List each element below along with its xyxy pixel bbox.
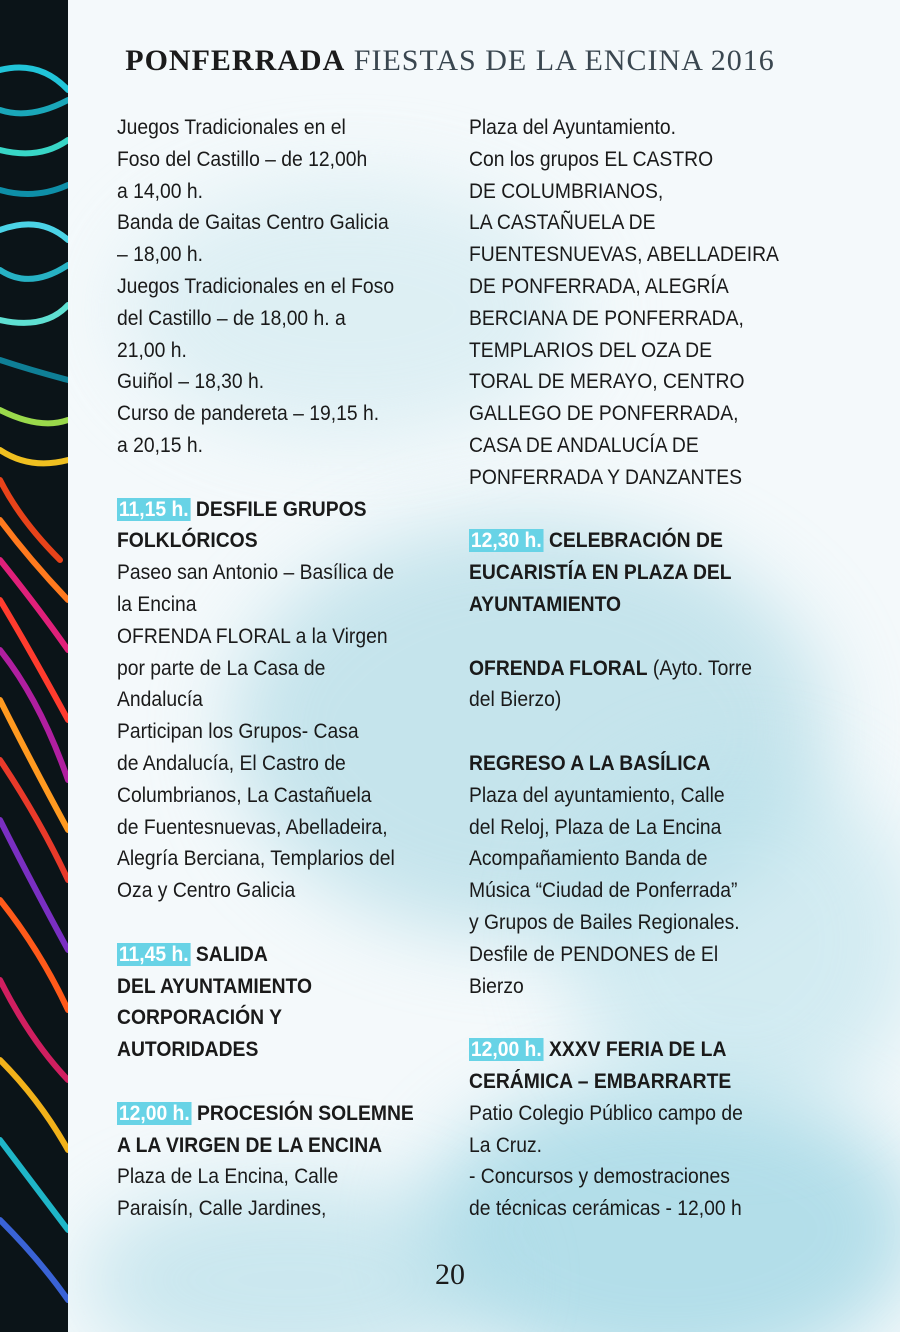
text-line: Paseo san Antonio – Basílica de	[117, 561, 395, 585]
event-title: PROCESIÓN SOLEMNE	[196, 1101, 414, 1125]
text-line: Participan los Grupos- Casa	[117, 720, 359, 744]
left-column	[117, 112, 434, 1225]
event-title: CELEBRACIÓN DE	[548, 529, 723, 553]
text-line: Curso de pandereta – 19,15 h.	[117, 402, 380, 426]
text-line: Juegos Tradicionales en el Foso	[117, 274, 395, 298]
text-line: Alegría Berciana, Templarios del	[117, 847, 395, 871]
text-line: Guiñol – 18,30 h.	[117, 370, 265, 394]
event-heading	[469, 525, 791, 557]
header-city: PONFERRADA	[125, 44, 346, 77]
text-line: Columbrianos, La Castañuela	[117, 783, 372, 807]
text-line: DE COLUMBRIANOS,	[469, 179, 664, 203]
text-line: - Concursos y demostraciones	[469, 1165, 730, 1189]
text-line: LA CASTAÑUELA DE	[469, 211, 656, 235]
text-line: OFRENDA FLORAL a la Virgen	[117, 624, 388, 648]
right-column	[469, 112, 791, 1225]
text-line: DE PONFERRADA, ALEGRÍA	[469, 274, 729, 298]
event-detail: (Ayto. Torre	[647, 656, 753, 680]
text-line: Patio Colegio Público campo de	[469, 1101, 743, 1125]
text-line: Oza y Centro Galicia	[117, 879, 296, 903]
event-title: DESFILE GRUPOS	[195, 497, 367, 521]
event-title: XXXV FERIA DE LA	[548, 1038, 727, 1062]
text-line: del Castillo – de 18,00 h. a	[117, 306, 346, 330]
text-line: 21,00 h.	[117, 338, 187, 362]
event-title: DEL AYUNTAMIENTO	[117, 974, 313, 998]
text-line: del Reloj, Plaza de La Encina	[469, 815, 722, 839]
text-line: de Andalucía, El Castro de	[117, 751, 346, 775]
event-title: REGRESO A LA BASÍLICA	[469, 751, 711, 775]
text-line: CASA DE ANDALUCÍA DE	[469, 433, 699, 457]
decorative-ribbon-strip	[0, 0, 68, 1332]
event-time: 11,45 h.	[118, 942, 189, 966]
event-time: 11,15 h.	[118, 497, 189, 521]
text-line: Banda de Gaitas Centro Galicia	[117, 211, 389, 235]
event-title: EUCARISTÍA EN PLAZA DEL	[469, 561, 732, 585]
event-title: SALIDA	[195, 942, 268, 966]
event-heading	[469, 653, 791, 685]
text-line: BERCIANA DE PONFERRADA,	[469, 306, 744, 330]
event-time: 12,00 h.	[470, 1038, 542, 1062]
text-line: Bierzo	[469, 974, 524, 998]
text-line: Música “Ciudad de Ponferrada”	[469, 879, 738, 903]
text-line: GALLEGO DE PONFERRADA,	[469, 402, 739, 426]
text-line: Andalucía	[117, 688, 203, 712]
event-title: AUTORIDADES	[117, 1038, 259, 1062]
page-number: 20	[435, 1258, 465, 1291]
text-line: y Grupos de Bailes Regionales.	[469, 910, 740, 934]
text-line: la Encina	[117, 592, 197, 616]
text-line: La Cruz.	[469, 1133, 543, 1157]
event-heading	[117, 1098, 434, 1130]
text-line: de Fuentesnuevas, Abelladeira,	[117, 815, 388, 839]
event-heading	[117, 494, 434, 526]
text-line: FUENTESNUEVAS, ABELLADEIRA	[469, 243, 779, 267]
event-heading	[117, 939, 434, 971]
header-event: FIESTAS DE LA ENCINA 2016	[353, 44, 775, 77]
text-line: Desfile de PENDONES de El	[469, 942, 719, 966]
event-title: FOLKLÓRICOS	[117, 529, 258, 553]
text-line: a 14,00 h.	[117, 179, 203, 203]
text-line: Plaza del Ayuntamiento.	[469, 116, 676, 139]
event-heading	[469, 1034, 791, 1066]
text-line: Acompañamiento Banda de	[469, 847, 708, 871]
page-header	[0, 44, 900, 78]
text-line: TEMPLARIOS DEL OZA DE	[469, 338, 712, 362]
event-title: A LA VIRGEN DE LA ENCINA	[117, 1133, 383, 1157]
text-line: PONFERRADA Y DANZANTES	[469, 465, 743, 489]
text-line: Con los grupos EL CASTRO	[469, 147, 714, 171]
text-line: de técnicas cerámicas - 12,00 h	[469, 1197, 742, 1221]
event-time: 12,30 h.	[470, 529, 542, 553]
text-line: Juegos Tradicionales en el	[117, 116, 346, 139]
text-line: a 20,15 h.	[117, 433, 203, 457]
text-line: – 18,00 h.	[117, 243, 203, 267]
event-title: OFRENDA FLORAL	[469, 656, 648, 680]
event-title: CERÁMICA – EMBARRARTE	[469, 1069, 732, 1093]
event-title: CORPORACIÓN Y	[117, 1006, 282, 1030]
text-line: por parte de La Casa de	[117, 656, 326, 680]
event-time: 12,00 h.	[118, 1101, 190, 1125]
event-title: AYUNTAMIENTO	[469, 592, 622, 616]
text-line: Paraisín, Calle Jardines,	[117, 1197, 327, 1221]
text-line: TORAL DE MERAYO, CENTRO	[469, 370, 745, 394]
text-line: Foso del Castillo – de 12,00h	[117, 147, 368, 171]
text-line: Plaza de La Encina, Calle	[117, 1165, 339, 1189]
text-line: Plaza del ayuntamiento, Calle	[469, 783, 725, 807]
text-line: del Bierzo)	[469, 688, 562, 712]
